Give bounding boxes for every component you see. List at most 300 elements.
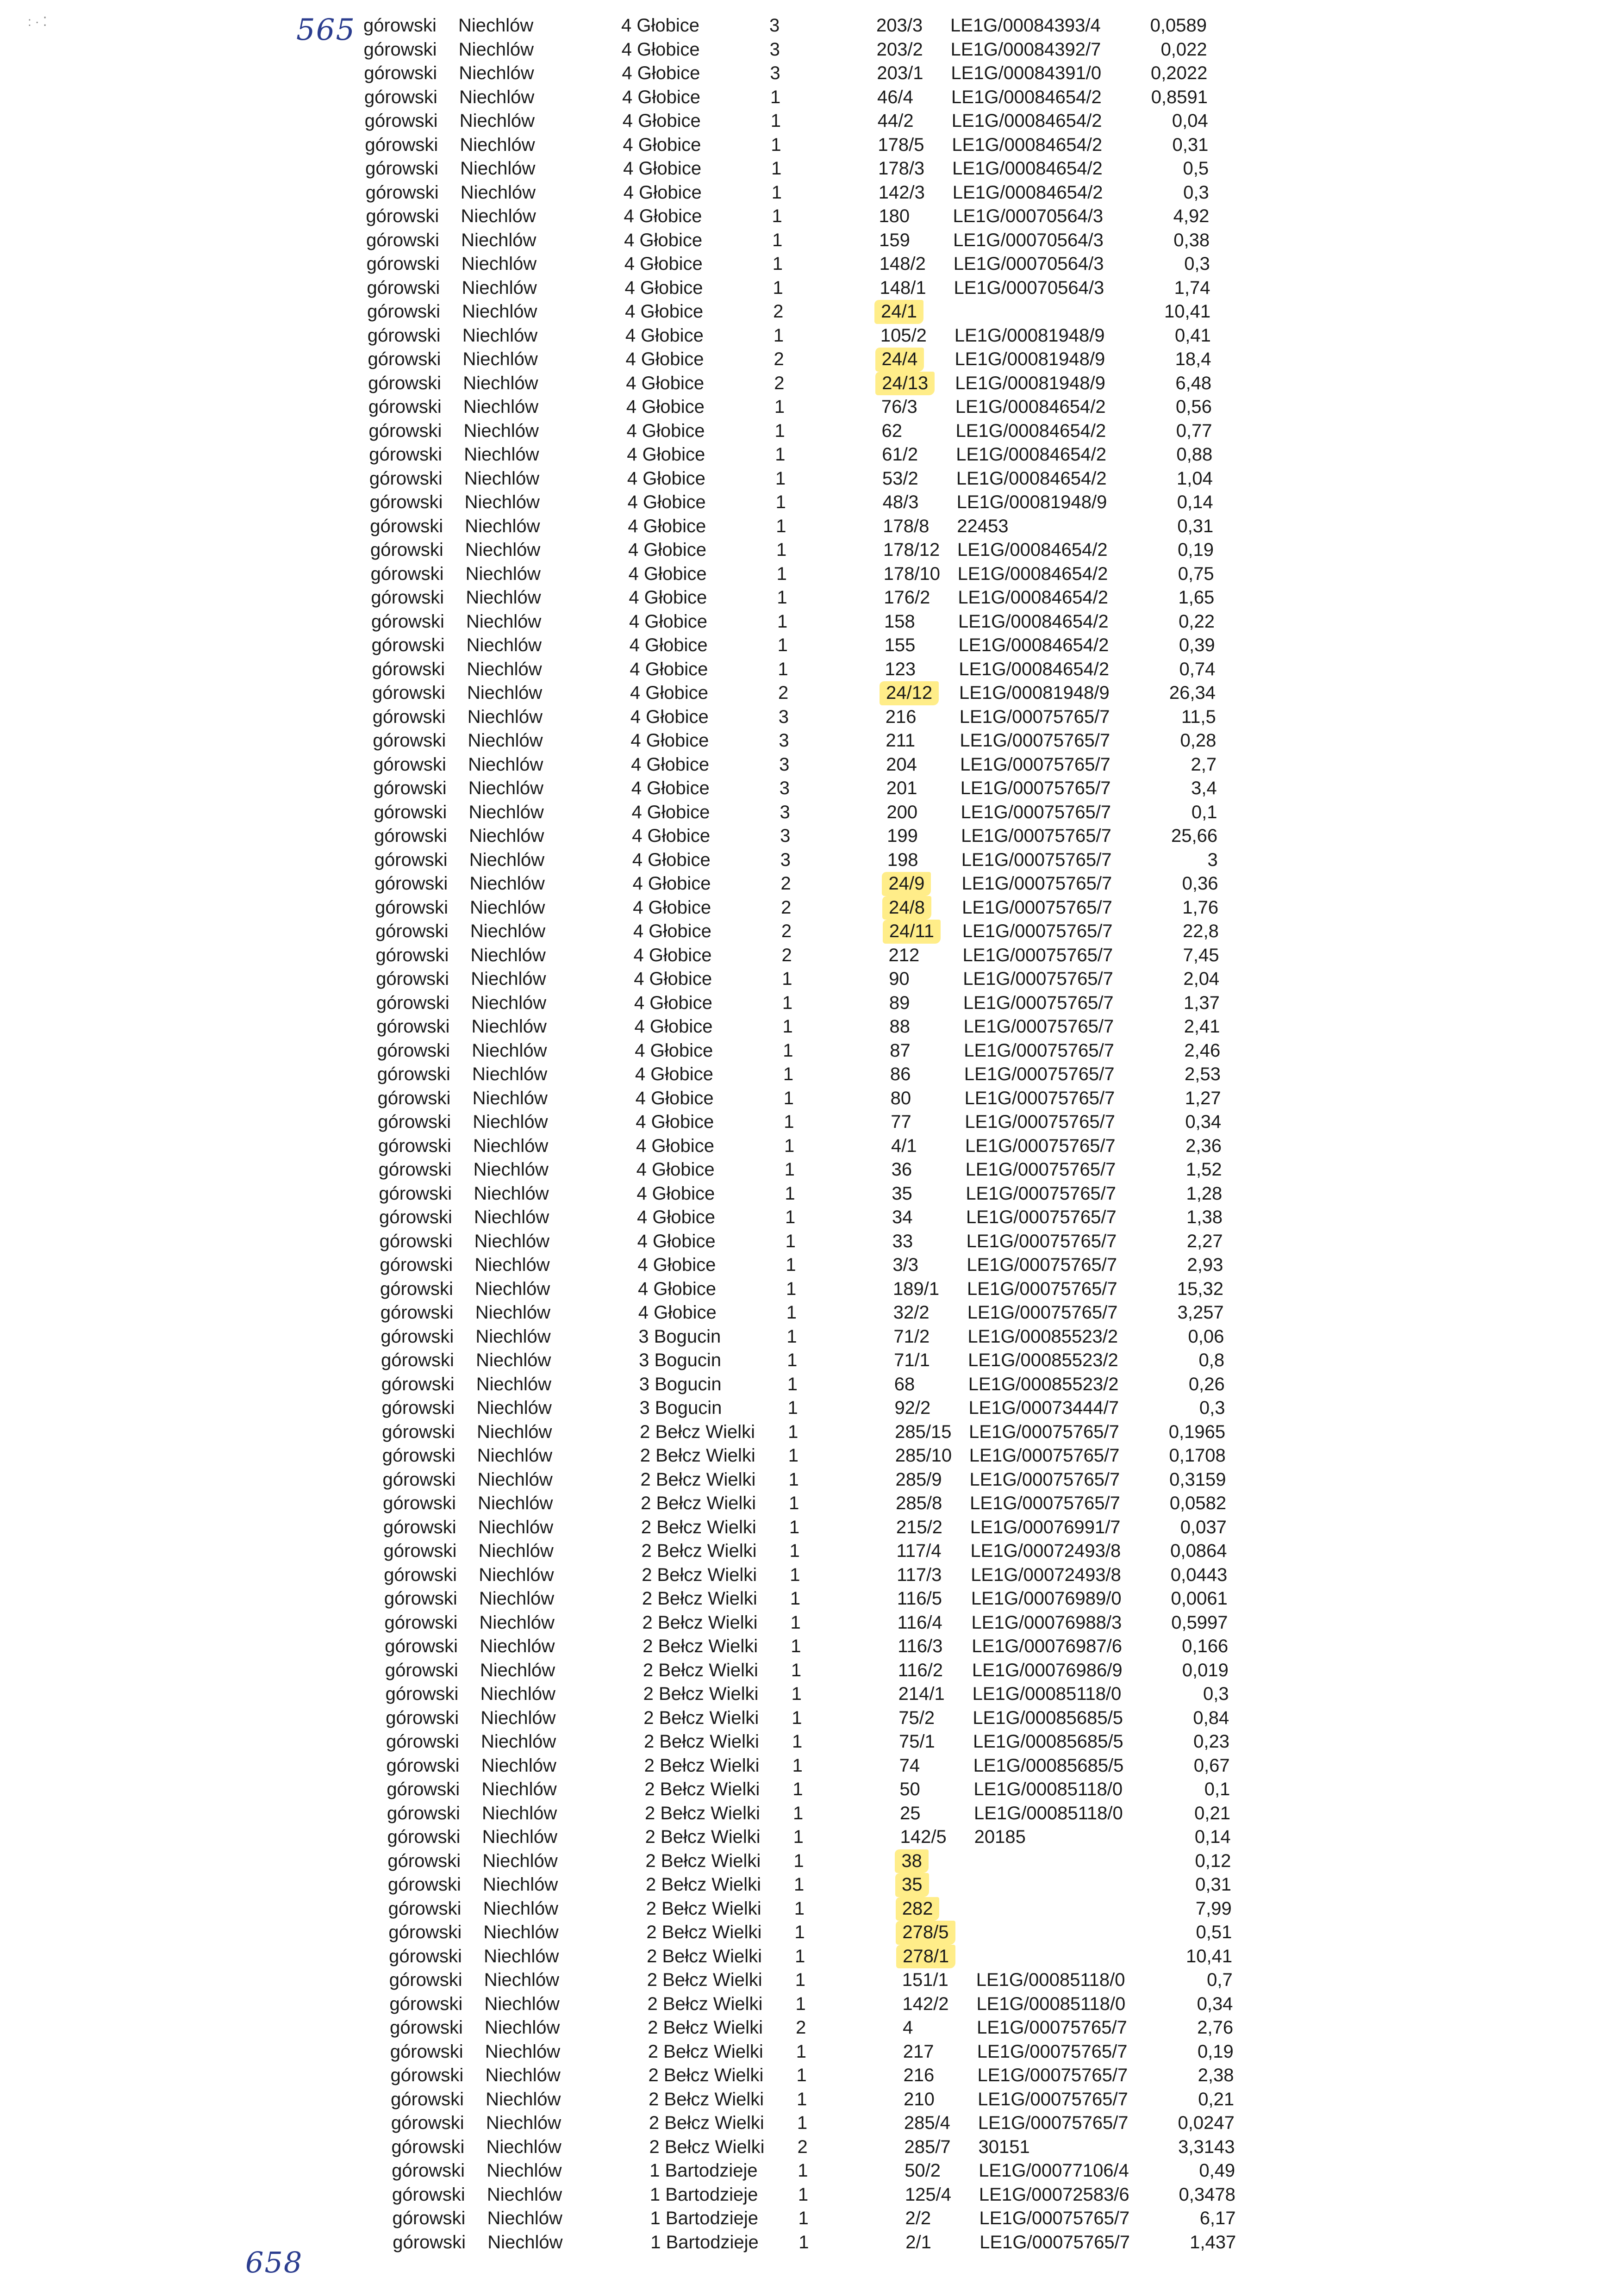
table-row: [376, 991, 1622, 1015]
cell-miasto: Niechlów: [475, 1326, 551, 1347]
cell-pow: 0,1708: [1169, 1445, 1226, 1466]
cell-dzialka: 61/2: [882, 444, 918, 465]
table-row: [384, 1563, 1622, 1587]
cell-obreb: 4 Głobice: [623, 182, 702, 203]
table-row: [368, 324, 1622, 348]
cell-miasto: Niechlów: [471, 969, 546, 989]
cell-miasto: Niechlów: [485, 2065, 561, 2085]
cell-gmina: górowski: [372, 683, 445, 703]
table-row: [370, 538, 1622, 562]
cell-pow: 2,46: [1184, 1040, 1221, 1061]
table-row: [386, 1682, 1622, 1706]
cell-pow: 1,76: [1182, 897, 1219, 918]
cell-kw: LE1G/00081948/9: [959, 683, 1110, 703]
cell-pow: 0,3: [1184, 254, 1210, 274]
cell-pow: 0,49: [1199, 2160, 1235, 2181]
cell-miasto: Niechlów: [459, 111, 535, 131]
table-row: [372, 634, 1622, 658]
table-row: [392, 2159, 1622, 2183]
cell-miasto: Niechlów: [470, 945, 546, 965]
cell-dzialka: 53/2: [882, 468, 918, 489]
cell-klasa: 1: [790, 1588, 801, 1609]
cell-klasa: 1: [771, 158, 782, 179]
cell-dzialka: 48/3: [882, 492, 919, 512]
cell-miasto: Niechlów: [472, 1040, 547, 1061]
cell-dzialka: 76/3: [881, 397, 917, 417]
cell-pow: 7,99: [1195, 1898, 1232, 1919]
cell-obreb: 4 Głobice: [634, 969, 712, 989]
table-row: [381, 1373, 1622, 1397]
cell-dzialka: 151/1: [902, 1970, 948, 1990]
cell-klasa: 1: [776, 516, 786, 536]
cell-obreb: 4 Głobice: [621, 15, 699, 36]
cell-obreb: 3 Bogucin: [639, 1398, 722, 1418]
cell-miasto: Niechlów: [480, 1707, 556, 1728]
table-row: [365, 109, 1622, 133]
cell-kw: LE1G/00085118/0: [972, 1684, 1122, 1704]
cell-obreb: 4 Głobice: [621, 39, 700, 60]
cell-dzialka: 116/3: [898, 1636, 943, 1656]
cell-pow: 0,51: [1196, 1922, 1232, 1942]
cell-miasto: Niechlów: [485, 2041, 561, 2062]
cell-miasto: Niechlów: [473, 1135, 549, 1156]
cell-obreb: 4 Głobice: [632, 849, 711, 870]
cell-obreb: 4 Głobice: [631, 754, 710, 775]
cell-gmina: górowski: [373, 778, 447, 798]
cell-dzialka: 216: [903, 2065, 935, 2085]
cell-obreb: 4 Głobice: [636, 1135, 714, 1156]
cell-pow: 22,8: [1182, 921, 1219, 941]
cell-gmina: górowski: [374, 849, 448, 870]
cell-obreb: 1 Bartodzieje: [649, 2160, 758, 2181]
cell-pow: 3: [1207, 849, 1218, 870]
cell-pow: 2,41: [1184, 1016, 1220, 1037]
cell-kw: LE1G/00075765/7: [962, 921, 1113, 941]
cell-gmina: górowski: [367, 301, 440, 322]
cell-kw: LE1G/00075765/7: [977, 2017, 1127, 2038]
cell-gmina: górowski: [384, 1564, 457, 1585]
cell-pow: 2,76: [1197, 2017, 1234, 2038]
cell-klasa: 2: [797, 2136, 808, 2157]
cell-kw: LE1G/00075765/7: [978, 2113, 1129, 2133]
cell-gmina: górowski: [391, 2113, 464, 2133]
cell-pow: 3,4: [1191, 778, 1217, 798]
table-row: [393, 2231, 1622, 2255]
cell-miasto: Niechlów: [462, 277, 537, 298]
cell-obreb: 4 Głobice: [630, 706, 709, 727]
cell-dzialka: 204: [886, 754, 917, 775]
cell-dzialka: 33: [892, 1231, 913, 1251]
table-row: [368, 348, 1622, 372]
cell-kw: LE1G/00084654/2: [959, 659, 1110, 679]
cell-dzialka: 178/10: [883, 563, 940, 584]
cell-miasto: Niechlów: [479, 1564, 554, 1585]
cell-kw: LE1G/00075765/7: [979, 2208, 1130, 2228]
table-row: [387, 1754, 1622, 1778]
cell-dzialka: 87: [890, 1040, 911, 1061]
table-row: [375, 920, 1622, 944]
cell-gmina: górowski: [363, 39, 437, 60]
cell-pow: 0,3: [1183, 182, 1209, 203]
cell-miasto: Niechlów: [462, 349, 538, 369]
table-row: [367, 252, 1622, 276]
cell-dzialka: 32/2: [893, 1302, 930, 1323]
cell-dzialka: 105/2: [880, 325, 927, 346]
cell-obreb: 2 Bełcz Wielki: [641, 1493, 756, 1513]
cell-gmina: górowski: [381, 1398, 455, 1418]
table-row: [377, 1039, 1622, 1063]
cell-klasa: 1: [792, 1707, 802, 1728]
cell-obreb: 4 Głobice: [622, 111, 701, 131]
cell-dzialka: 77: [891, 1112, 911, 1132]
cell-gmina: górowski: [370, 516, 443, 536]
cell-gmina: górowski: [387, 1827, 461, 1847]
cell-klasa: 1: [774, 420, 785, 441]
cell-pow: 0,21: [1198, 2089, 1235, 2109]
cell-dzialka: 212: [888, 945, 920, 965]
cell-pow: 0,04: [1172, 111, 1208, 131]
cell-dzialka: 201: [886, 778, 917, 798]
cell-kw: LE1G/00085523/2: [968, 1350, 1118, 1370]
cell-pow: 0,5997: [1171, 1612, 1228, 1633]
cell-miasto: Niechlów: [465, 563, 541, 584]
cell-kw: LE1G/00073444/7: [968, 1398, 1119, 1418]
cell-obreb: 4 Głobice: [635, 1040, 713, 1061]
cell-gmina: górowski: [379, 1183, 452, 1204]
cell-obreb: 4 Głobice: [632, 826, 711, 846]
cell-miasto: Niechlów: [486, 2113, 561, 2133]
cell-dzialka: 210: [904, 2089, 935, 2109]
cell-obreb: 4 Głobice: [636, 1183, 715, 1204]
cell-pow: 2,93: [1187, 1255, 1223, 1275]
cell-obreb: 4 Głobice: [623, 134, 701, 155]
cell-pow: 0,36: [1182, 873, 1218, 894]
cell-kw: LE1G/00084654/2: [955, 420, 1106, 441]
cell-gmina: górowski: [385, 1660, 458, 1680]
cell-dzialka: 148/2: [879, 254, 926, 274]
cell-obreb: 2 Bełcz Wielki: [642, 1612, 758, 1633]
cell-gmina: górowski: [386, 1707, 459, 1728]
cell-dzialka: 36: [891, 1159, 912, 1180]
cell-gmina: górowski: [387, 1779, 460, 1799]
cell-kw: LE1G/00075765/7: [959, 706, 1110, 727]
cell-klasa: 1: [791, 1636, 801, 1656]
table-row: [374, 848, 1622, 872]
cell-dzialka: 38: [895, 1849, 929, 1873]
table-row: [390, 2040, 1622, 2064]
cell-klasa: 3: [779, 754, 790, 775]
cell-klasa: 1: [797, 2113, 808, 2133]
cell-obreb: 2 Bełcz Wielki: [643, 1636, 758, 1656]
cell-pow: 15,32: [1177, 1278, 1224, 1299]
cell-obreb: 4 Głobice: [632, 873, 711, 894]
cell-miasto: Niechlów: [467, 683, 543, 703]
cell-gmina: górowski: [369, 492, 443, 512]
cell-miasto: Niechlów: [486, 2089, 561, 2109]
cell-kw: LE1G/00075765/7: [970, 1493, 1120, 1513]
cell-miasto: Niechlów: [478, 1493, 553, 1513]
cell-pow: 0,19: [1197, 2041, 1234, 2062]
cell-kw: LE1G/00075765/7: [961, 826, 1111, 846]
table-row: [363, 14, 1622, 38]
cell-pow: 1,37: [1184, 992, 1220, 1013]
cell-kw: LE1G/00084654/2: [956, 444, 1106, 465]
cell-kw: LE1G/00084654/2: [957, 540, 1108, 560]
table-row: [381, 1396, 1622, 1420]
cell-miasto: Niechlów: [483, 1922, 559, 1942]
cell-dzialka: 203/1: [877, 63, 923, 83]
cell-dzialka: 89: [889, 992, 910, 1013]
cell-pow: 7,45: [1183, 945, 1219, 965]
table-row: [381, 1301, 1622, 1325]
cell-gmina: górowski: [369, 444, 443, 465]
cell-miasto: Niechlów: [468, 754, 543, 775]
cell-klasa: 3: [779, 778, 790, 798]
table-row: [383, 1516, 1622, 1540]
cell-miasto: Niechlów: [464, 468, 540, 489]
cell-obreb: 4 Głobice: [624, 230, 703, 250]
cell-pow: 0,38: [1173, 230, 1210, 250]
table-row: [391, 2088, 1622, 2112]
cell-dzialka: 199: [887, 826, 918, 846]
cell-pow: 6,48: [1175, 373, 1212, 393]
cell-kw: LE1G/00084654/2: [952, 158, 1103, 179]
cell-klasa: 2: [781, 921, 792, 941]
table-row: [366, 229, 1622, 253]
cell-kw: LE1G/00075765/7: [977, 2065, 1128, 2085]
cell-obreb: 4 Głobice: [624, 206, 702, 226]
cell-pow: 0,8: [1198, 1350, 1225, 1370]
cell-gmina: górowski: [380, 1302, 454, 1323]
cell-kw: LE1G/00075765/7: [961, 873, 1112, 894]
cell-miasto: Niechlów: [459, 63, 534, 83]
table-row: [369, 443, 1622, 467]
cell-pow: 0,28: [1180, 730, 1216, 751]
cell-dzialka: 117/3: [897, 1564, 942, 1585]
cell-klasa: 1: [783, 1040, 793, 1061]
cell-dzialka: 4: [903, 2017, 913, 2038]
cell-gmina: górowski: [381, 1374, 455, 1394]
table-row: [365, 157, 1622, 181]
cell-dzialka: 2/1: [905, 2232, 931, 2252]
cell-miasto: Niechlów: [466, 635, 542, 655]
cell-klasa: 1: [785, 1207, 796, 1227]
handwritten-page-number-bottom: 658: [245, 2246, 303, 2279]
table-row: [367, 276, 1622, 300]
cell-kw: LE1G/00075765/7: [963, 992, 1114, 1013]
cell-miasto: Niechlów: [466, 611, 542, 632]
cell-dzialka: 90: [889, 969, 910, 989]
table-row: [381, 1325, 1622, 1349]
cell-pow: 0,06: [1188, 1326, 1224, 1347]
handwritten-page-number-top: 565: [296, 13, 356, 47]
cell-kw: LE1G/00075765/7: [963, 969, 1113, 989]
cell-kw: LE1G/00075765/7: [967, 1302, 1118, 1323]
cell-pow: 0,84: [1193, 1707, 1229, 1728]
table-row: [379, 1206, 1622, 1230]
cell-klasa: 3: [769, 39, 780, 60]
table-row: [381, 1349, 1622, 1373]
cell-kw: LE1G/00075765/7: [965, 1135, 1116, 1156]
cell-obreb: 2 Bełcz Wielki: [648, 2065, 764, 2085]
cell-kw: LE1G/00076986/9: [972, 1660, 1123, 1680]
cell-dzialka: 24/1: [874, 300, 923, 324]
cell-dzialka: 80: [890, 1088, 911, 1108]
cell-pow: 0,8591: [1151, 87, 1208, 107]
cell-dzialka: 24/8: [882, 896, 931, 920]
table-row: [369, 467, 1622, 491]
cell-miasto: Niechlów: [482, 1803, 557, 1823]
cell-gmina: górowski: [370, 563, 444, 584]
cell-obreb: 4 Głobice: [623, 158, 702, 179]
cell-miasto: Niechlów: [469, 873, 545, 894]
cell-kw: 30151: [978, 2136, 1030, 2157]
cell-kw: LE1G/00085523/2: [968, 1374, 1119, 1394]
cell-obreb: 3 Bogucin: [639, 1374, 722, 1394]
cell-klasa: 1: [793, 1803, 804, 1823]
cell-klasa: 1: [785, 1231, 796, 1251]
cell-klasa: 1: [793, 1827, 804, 1847]
cell-obreb: 2 Bełcz Wielki: [645, 1803, 760, 1823]
table-row: [393, 2207, 1622, 2231]
cell-miasto: Niechlów: [459, 87, 535, 107]
table-row: [373, 729, 1622, 753]
cell-klasa: 1: [786, 1255, 796, 1275]
cell-klasa: 1: [784, 1159, 795, 1180]
cell-gmina: górowski: [385, 1684, 459, 1704]
cell-pow: 0,88: [1176, 444, 1213, 465]
cell-dzialka: 75/2: [898, 1707, 935, 1728]
cell-obreb: 4 Głobice: [628, 540, 706, 560]
cell-miasto: Niechlów: [477, 1421, 552, 1442]
cell-klasa: 1: [798, 2208, 809, 2228]
cell-pow: 0,019: [1182, 1660, 1229, 1680]
cell-miasto: Niechlów: [472, 1088, 548, 1108]
cell-gmina: górowski: [376, 992, 449, 1013]
cell-pow: 2,53: [1185, 1064, 1221, 1084]
cell-gmina: górowski: [383, 1541, 457, 1561]
cell-kw: LE1G/00075765/7: [960, 754, 1110, 775]
cell-klasa: 1: [795, 1993, 806, 2014]
cell-dzialka: 158: [884, 611, 915, 632]
cell-gmina: górowski: [378, 1135, 451, 1156]
cell-gmina: górowski: [366, 230, 439, 250]
cell-miasto: Niechlów: [464, 444, 539, 465]
cell-kw: LE1G/00075765/7: [965, 1159, 1116, 1180]
cell-miasto: Niechlów: [479, 1588, 555, 1609]
cell-klasa: 2: [796, 2017, 806, 2038]
table-row: [374, 777, 1622, 801]
cell-dzialka: 180: [879, 206, 910, 226]
table-row: [392, 2135, 1622, 2159]
cell-miasto: Niechlów: [471, 992, 547, 1013]
cell-gmina: górowski: [387, 1850, 461, 1871]
cell-pow: 1,27: [1185, 1088, 1221, 1108]
cell-dzialka: 285/9: [895, 1469, 942, 1490]
cell-klasa: 1: [777, 587, 787, 608]
table-row: [371, 562, 1622, 586]
cell-klasa: 1: [784, 1135, 795, 1156]
cell-miasto: Niechlów: [480, 1660, 555, 1680]
cell-pow: 25,66: [1171, 826, 1218, 846]
cell-pow: 0,0061: [1171, 1588, 1228, 1609]
cell-kw: LE1G/00081948/9: [955, 373, 1105, 393]
cell-klasa: 1: [788, 1469, 799, 1490]
cell-pow: 0,3: [1203, 1684, 1229, 1704]
cell-kw: LE1G/00070564/3: [953, 230, 1104, 250]
cell-miasto: Niechlów: [480, 1684, 555, 1704]
table-row: [390, 2064, 1622, 2088]
table-row: [379, 1182, 1622, 1206]
cell-kw: LE1G/00075765/7: [961, 849, 1112, 870]
table-row: [392, 2183, 1622, 2207]
table-row: [385, 1611, 1622, 1635]
cell-gmina: górowski: [383, 1493, 456, 1513]
cell-klasa: 1: [783, 1064, 794, 1084]
cell-gmina: górowski: [384, 1588, 457, 1609]
cell-klasa: 1: [791, 1684, 802, 1704]
cell-dzialka: 203/2: [876, 39, 923, 60]
table-row: [368, 395, 1622, 419]
cell-dzialka: 211: [886, 730, 916, 751]
cell-klasa: 3: [780, 849, 791, 870]
cell-klasa: 1: [774, 397, 785, 417]
table-row: [387, 1849, 1622, 1873]
cell-obreb: 4 Głobice: [629, 611, 707, 632]
cell-obreb: 4 Głobice: [625, 325, 704, 346]
cell-gmina: górowski: [387, 1803, 460, 1823]
cell-dzialka: 92/2: [894, 1398, 931, 1418]
cell-dzialka: 178/3: [878, 158, 925, 179]
cell-miasto: Niechlów: [465, 516, 540, 536]
cell-obreb: 4 Głobice: [631, 778, 710, 798]
table-row: [382, 1468, 1622, 1492]
cell-pow: 0,41: [1174, 325, 1211, 346]
table-row: [387, 1825, 1622, 1849]
cell-obreb: 2 Bełcz Wielki: [649, 2136, 765, 2157]
cell-gmina: górowski: [379, 1231, 453, 1251]
cell-klasa: 1: [773, 325, 784, 346]
cell-kw: LE1G/00072493/8: [970, 1541, 1121, 1561]
cell-klasa: 1: [777, 635, 788, 655]
cell-klasa: 1: [784, 1112, 794, 1132]
cell-dzialka: 116/4: [897, 1612, 942, 1633]
cell-klasa: 1: [792, 1779, 803, 1799]
cell-dzialka: 278/5: [896, 1921, 955, 1945]
cell-miasto: Niechlów: [487, 2232, 563, 2252]
cell-gmina: górowski: [388, 1874, 461, 1895]
cell-klasa: 1: [772, 254, 783, 274]
cell-miasto: Niechlów: [482, 1850, 558, 1871]
cell-klasa: 1: [785, 1183, 795, 1204]
cell-kw: LE1G/00084654/2: [955, 397, 1106, 417]
cell-gmina: górowski: [370, 540, 443, 560]
cell-kw: LE1G/00085523/2: [967, 1326, 1118, 1347]
cell-miasto: Niechlów: [474, 1183, 549, 1204]
cell-obreb: 2 Bełcz Wielki: [649, 2089, 764, 2109]
table-row: [377, 1015, 1622, 1039]
cell-kw: LE1G/00085118/0: [976, 1993, 1126, 2014]
cell-obreb: 4 Głobice: [630, 659, 708, 679]
cell-pow: 0,2022: [1151, 63, 1208, 83]
cell-obreb: 2 Bełcz Wielki: [644, 1779, 760, 1799]
table-row: [389, 1945, 1622, 1969]
cell-kw: LE1G/00084654/2: [952, 182, 1103, 203]
cell-klasa: 3: [780, 802, 790, 822]
cell-obreb: 2 Bełcz Wielki: [641, 1517, 756, 1537]
cell-kw: LE1G/00072583/6: [979, 2184, 1129, 2205]
cell-pow: 18,4: [1175, 349, 1211, 369]
